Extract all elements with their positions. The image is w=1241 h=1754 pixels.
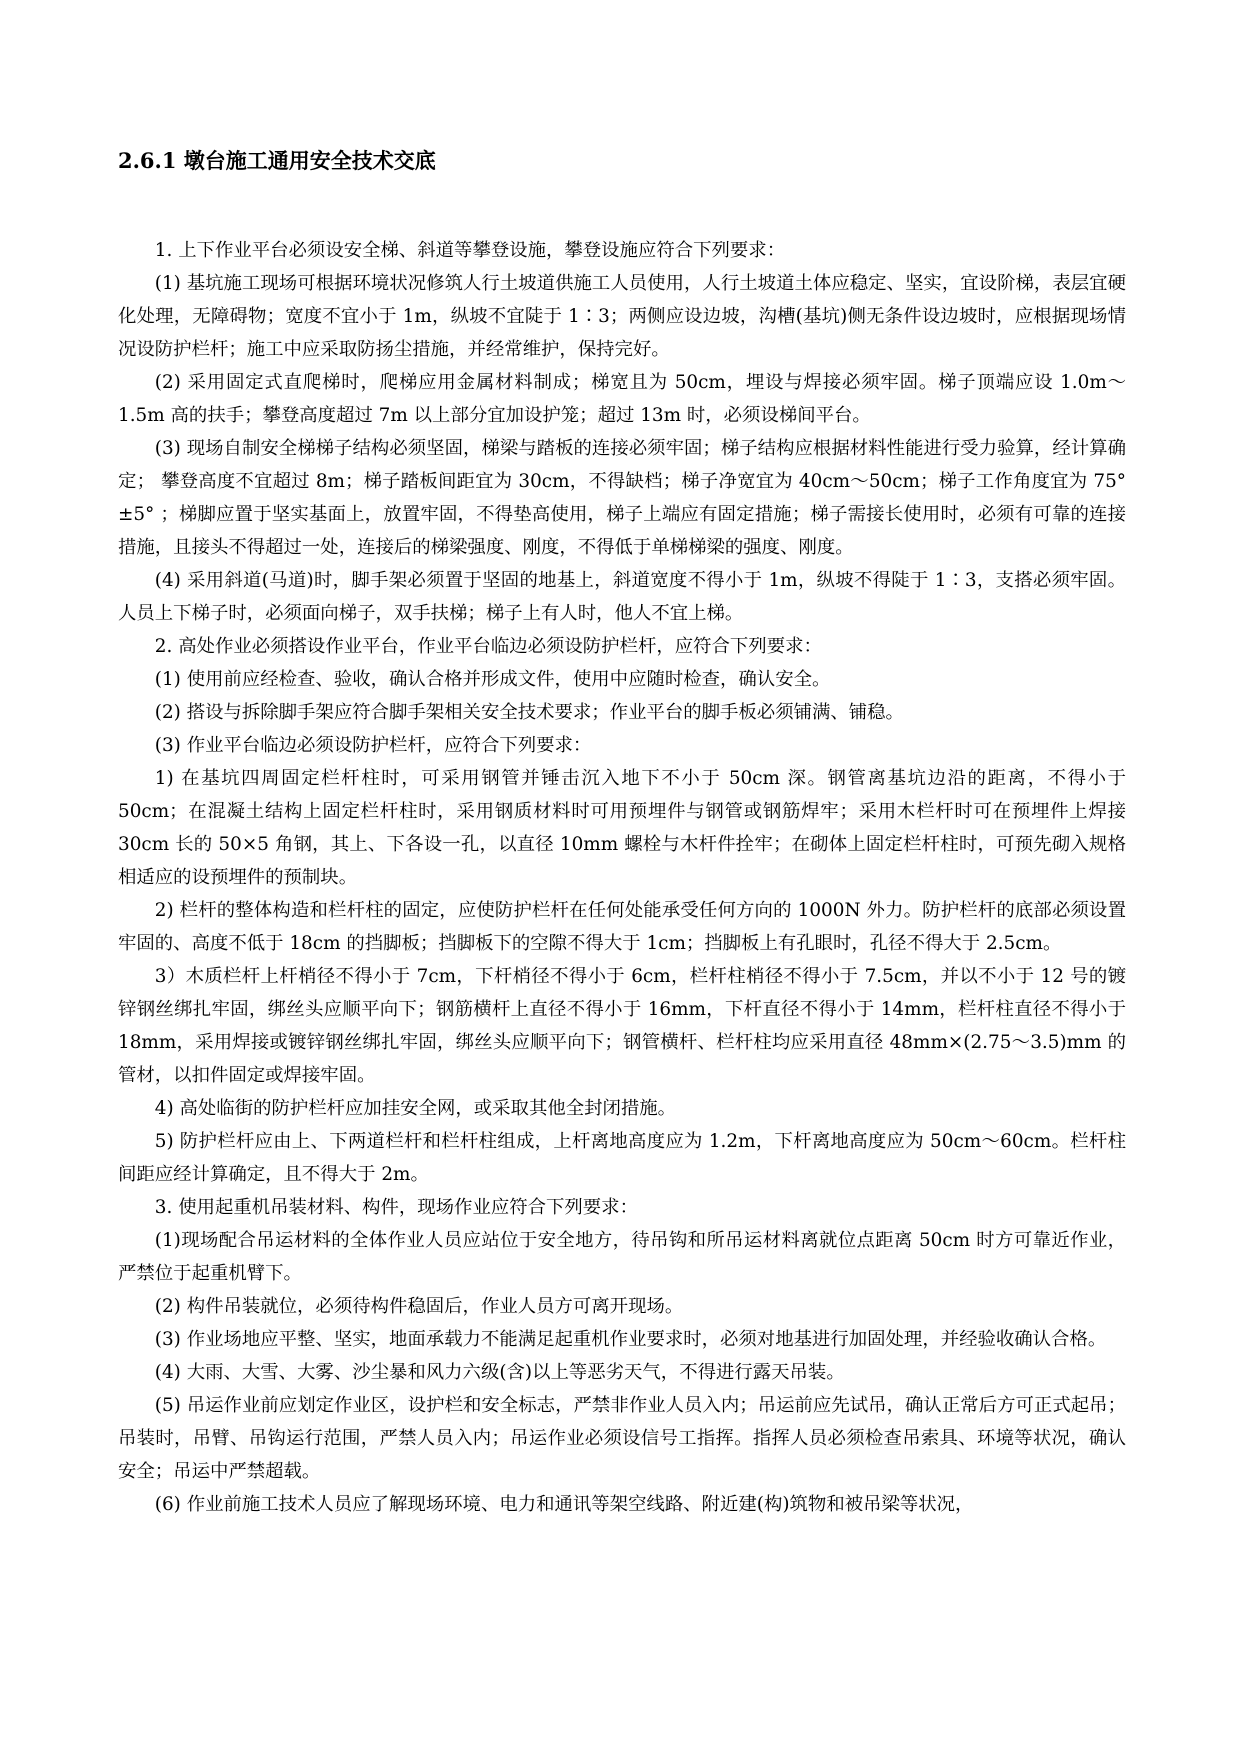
paragraph: 3. 使用起重机吊装材料、构件，现场作业应符合下列要求： — [154, 1197, 638, 1218]
paragraph: (2) 构件吊装就位，必须待构件稳固后，作业人员方可离开现场。 — [154, 1296, 684, 1317]
paragraph: (2) 采用固定式直爬梯时，爬梯应用金属材料制成；梯宽且为 50cm，埋设与焊接必须牢固。梯子顶端应设 1.0m～1.5m 高的扶手；攀登高度超过 7m 以上部分宜加设护笼；超过 13m 时，必须设梯间平台。 — [118, 372, 1126, 426]
paragraph: 4) 高处临街的防护栏杆应加挂安全网，或采取其他全封闭措施。 — [154, 1098, 677, 1119]
paragraph: (4) 大雨、大雪、大雾、沙尘暴和风力六级(含)以上等恶劣天气，不得进行露天吊装。 — [154, 1362, 845, 1383]
paragraph: 3）木质栏杆上杆梢径不得小于 7cm，下杆梢径不得小于 6cm，栏杆柱梢径不得小于 7.5cm，并以不小于 12 号的镀锌钢丝绑扎牢固，绑丝头应顺平向下；钢筋横杆上直径不得小于 16mm，下杆直径不得小于 14mm，栏杆柱直径不得小于 18mm，采用焊接或镀锌钢丝绑扎牢固，绑丝头应顺平向下；钢管横杆、栏杆柱均应采用直径 48mm×(2.75～3.5)mm 的管材，以扣件固定或焊接牢固。 — [118, 966, 1126, 1086]
paragraph: (6) 作业前施工技术人员应了解现场环境、电力和通讯等架空线路、附近建(构)筑物和被吊梁等状况， — [154, 1494, 974, 1515]
paragraph: (3) 现场自制安全梯梯子结构必须坚固，梯梁与踏板的连接必须牢固；梯子结构应根据材料性能进行受力验算，经计算确定； 攀登高度不宜超过 8m；梯子踏板间距宜为 30cm，不得缺档；梯子净宽宜为 40cm～50cm；梯子工作角度宜为 75° ±5° ；梯脚应置于坚实基面上，放置牢固，不得垫高使用，梯子上端应有固定措施；梯子需接长使用时，必须有可靠的连接措施，且接头不得超过一处，连接后的梯梁强度、刚度，不得低于单梯梯梁的强度、刚度。 — [118, 438, 1126, 558]
paragraph: 2) 栏杆的整体构造和栏杆柱的固定，应使防护栏杆在任何处能承受任何方向的 1000N 外力。防护栏杆的底部必须设置牢固的、高度不低于 18cm 的挡脚板；挡脚板下的空隙不得大于 1cm；挡脚板上有孔眼时，孔径不得大于 2.5cm。 — [118, 900, 1126, 954]
paragraph: (1)现场配合吊运材料的全体作业人员应站位于安全地方，待吊钩和所吊运材料离就位点距离 50cm 时方可靠近作业，严禁位于起重机臂下。 — [118, 1230, 1126, 1284]
document-body — [118, 234, 1126, 1521]
paragraph: 1. 上下作业平台必须设安全梯、斜道等攀登设施，攀登设施应符合下列要求： — [154, 240, 786, 261]
paragraph: 5) 防护栏杆应由上、下两道栏杆和栏杆柱组成，上杆离地高度应为 1.2m，下杆离地高度应为 50cm～60cm。栏杆柱间距应经计算确定，且不得大于 2m。 — [118, 1131, 1126, 1185]
paragraph: 2. 高处作业必须搭设作业平台，作业平台临边必须设防护栏杆，应符合下列要求： — [154, 636, 822, 657]
section-heading: 2.6.1 墩台施工通用安全技术交底 — [118, 148, 436, 173]
paragraph: 1) 在基坑四周固定栏杆柱时，可采用钢管并锤击沉入地下不小于 50cm 深。钢管离基坑边沿的距离，不得小于 50cm；在混凝土结构上固定栏杆柱时，采用钢质材料时可用预埋件与钢管或钢筋焊牢；采用木栏杆时可在预埋件上焊接 30cm 长的 50×5 角钢，其上、下各设一孔，以直径 10mm 螺栓与木杆件拴牢；在砌体上固定栏杆柱时，可预先砌入规格相适应的设预埋件的预制块。 — [118, 768, 1126, 888]
paragraph: (5) 吊运作业前应划定作业区，设护栏和安全标志，严禁非作业人员入内；吊运前应先试吊，确认正常后方可正式起吊；吊装时，吊臂、吊钩运行范围，严禁人员入内；吊运作业必须设信号工指挥。指挥人员必须检查吊索具、环境等状况，确认安全；吊运中严禁超载。 — [118, 1395, 1126, 1482]
paragraph: (3) 作业场地应平整、坚实，地面承载力不能满足起重机作业要求时，必须对地基进行加固处理，并经验收确认合格。 — [154, 1329, 1107, 1350]
paragraph: (1) 基坑施工现场可根据环境状况修筑人行土坡道供施工人员使用，人行土坡道土体应稳定、坚实，宜设阶梯，表层宜硬化处理，无障碍物；宽度不宜小于 1m，纵坡不宜陡于 1∶3；两侧应设边坡，沟槽(基坑)侧无条件设边坡时，应根据现场情况设防护栏杆；施工中应采取防扬尘措施，并经常维护，保持完好。 — [118, 273, 1126, 360]
paragraph: (1) 使用前应经检查、验收，确认合格并形成文件，使用中应随时检查，确认安全。 — [154, 669, 831, 690]
paragraph: (3) 作业平台临边必须设防护栏杆，应符合下列要求： — [154, 735, 592, 756]
paragraph: (4) 采用斜道(马道)时，脚手架必须置于坚固的地基上，斜道宽度不得小于 1m，纵坡不得陡于 1∶3，支搭必须牢固。人员上下梯子时，必须面向梯子，双手扶梯；梯子上有人时，他人不宜上梯。 — [118, 570, 1126, 624]
paragraph: (2) 搭设与拆除脚手架应符合脚手架相关安全技术要求；作业平台的脚手板必须铺满、铺稳。 — [154, 702, 904, 723]
